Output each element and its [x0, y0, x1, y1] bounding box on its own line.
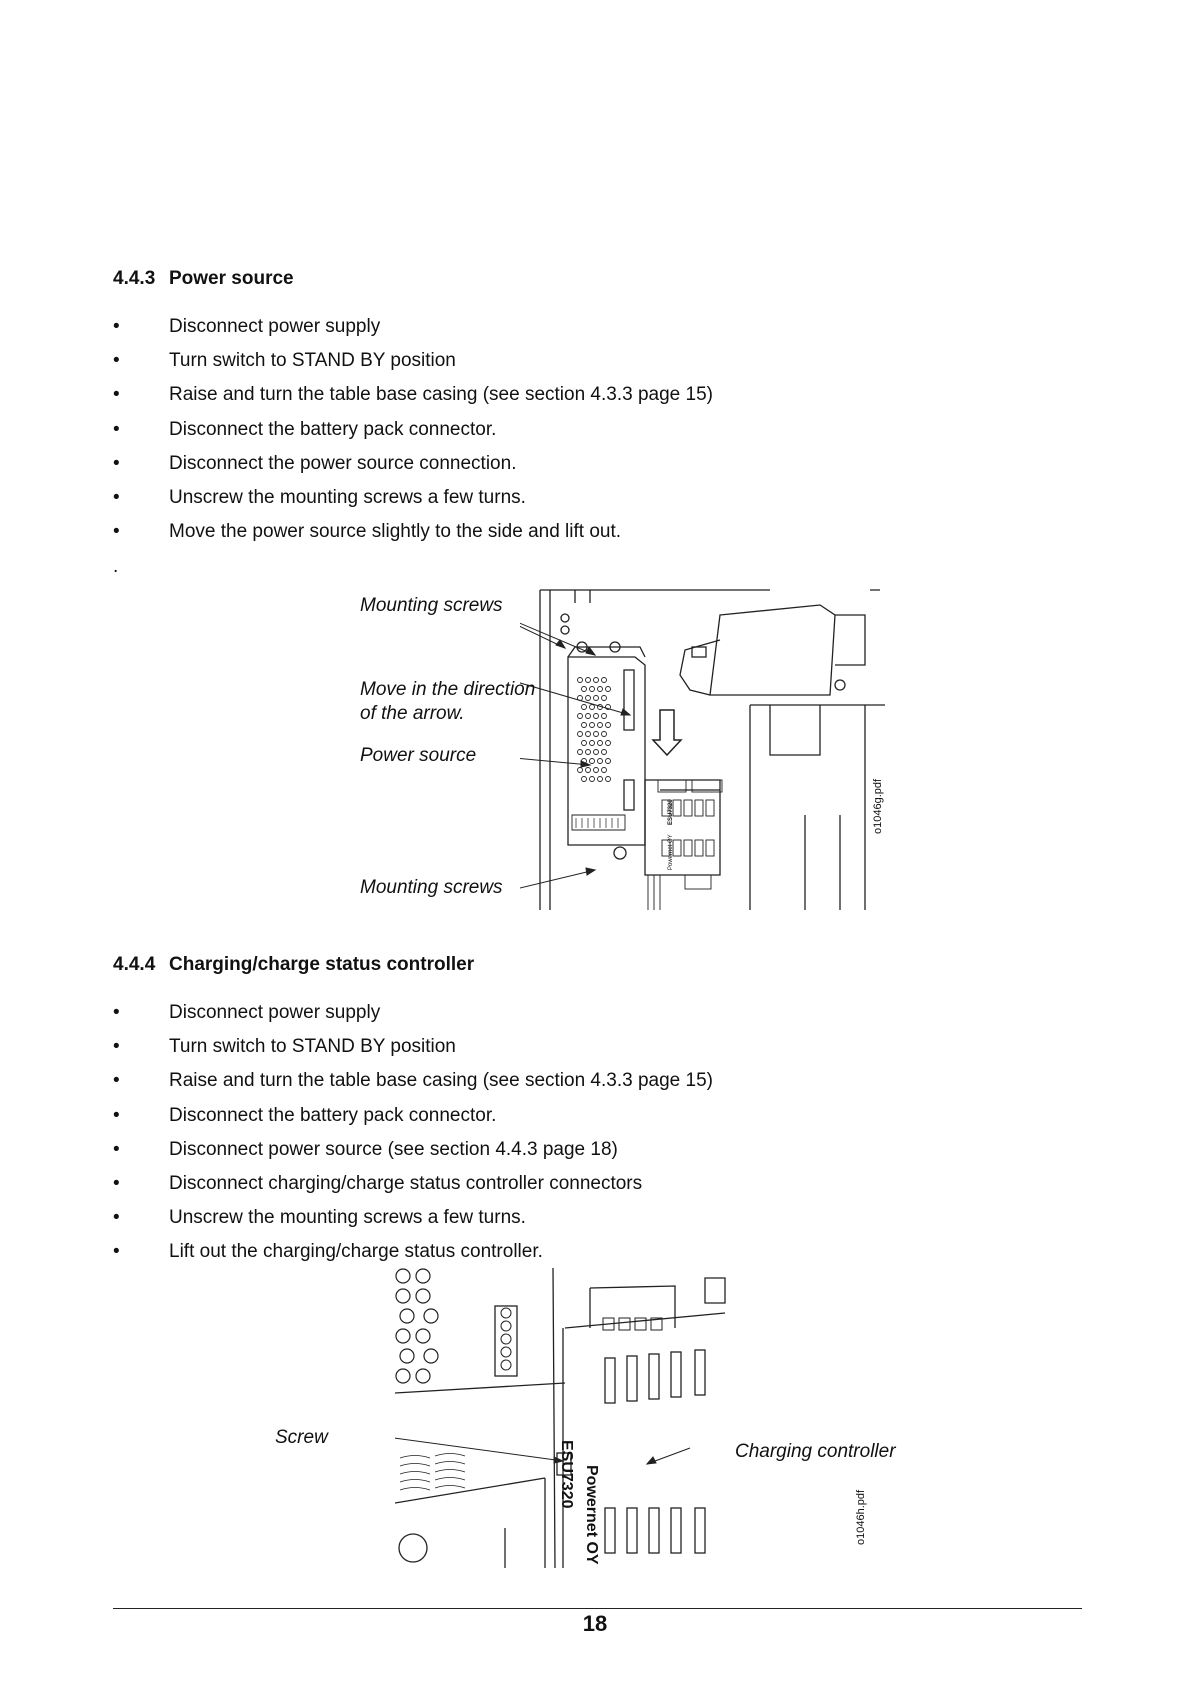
- board-marking: Powernet OY: [668, 834, 674, 870]
- bullet: •: [113, 418, 120, 440]
- bullet: •: [113, 486, 120, 508]
- label-screw: Screw: [275, 1427, 328, 1448]
- figure-file-id: o1046g.pdf: [872, 778, 884, 834]
- bullet: •: [113, 521, 120, 543]
- figure-file-id: o1046h.pdf: [855, 1489, 867, 1545]
- bullet: •: [113, 1207, 120, 1229]
- bullet: •: [113, 1241, 120, 1263]
- label-move-direction-line1: Move in the direction: [360, 679, 536, 700]
- board-marking: Powernet OY: [583, 1465, 600, 1565]
- label-charging-controller: Charging controller: [735, 1441, 896, 1462]
- page-number: 18: [582, 1611, 608, 1636]
- label-mounting-screws-bottom: Mounting screws: [360, 877, 503, 898]
- power-source-diagram: [520, 585, 900, 910]
- charging-controller-diagram: [395, 1268, 730, 1568]
- footer-rule: [113, 1608, 1082, 1609]
- section-heading-charging-controller: [113, 954, 474, 976]
- bullet: •: [113, 452, 120, 474]
- bullet: •: [113, 316, 120, 337]
- stray-period: .: [113, 556, 119, 577]
- bullet: •: [113, 1138, 120, 1160]
- board-marking: ESU7320: [668, 799, 674, 825]
- bullet: •: [113, 1002, 120, 1023]
- bullet: •: [113, 1172, 120, 1194]
- bullet: •: [113, 1070, 120, 1092]
- bullet: •: [113, 384, 120, 406]
- section-heading-power-source: [113, 268, 294, 290]
- section-title: Power source: [169, 268, 294, 289]
- bullet: •: [113, 1104, 120, 1126]
- label-move-direction-line2: of the arrow.: [360, 703, 465, 724]
- bullet: •: [113, 1036, 120, 1058]
- section-title: Charging/charge status controller: [169, 954, 475, 975]
- label-power-source: Power source: [360, 745, 477, 766]
- board-marking: ESU7320: [558, 1440, 575, 1509]
- bullet: •: [113, 350, 120, 372]
- section-number: 4.4.4: [113, 954, 156, 975]
- label-mounting-screws-top: Mounting screws: [360, 595, 503, 616]
- section-number: 4.4.3: [113, 268, 156, 289]
